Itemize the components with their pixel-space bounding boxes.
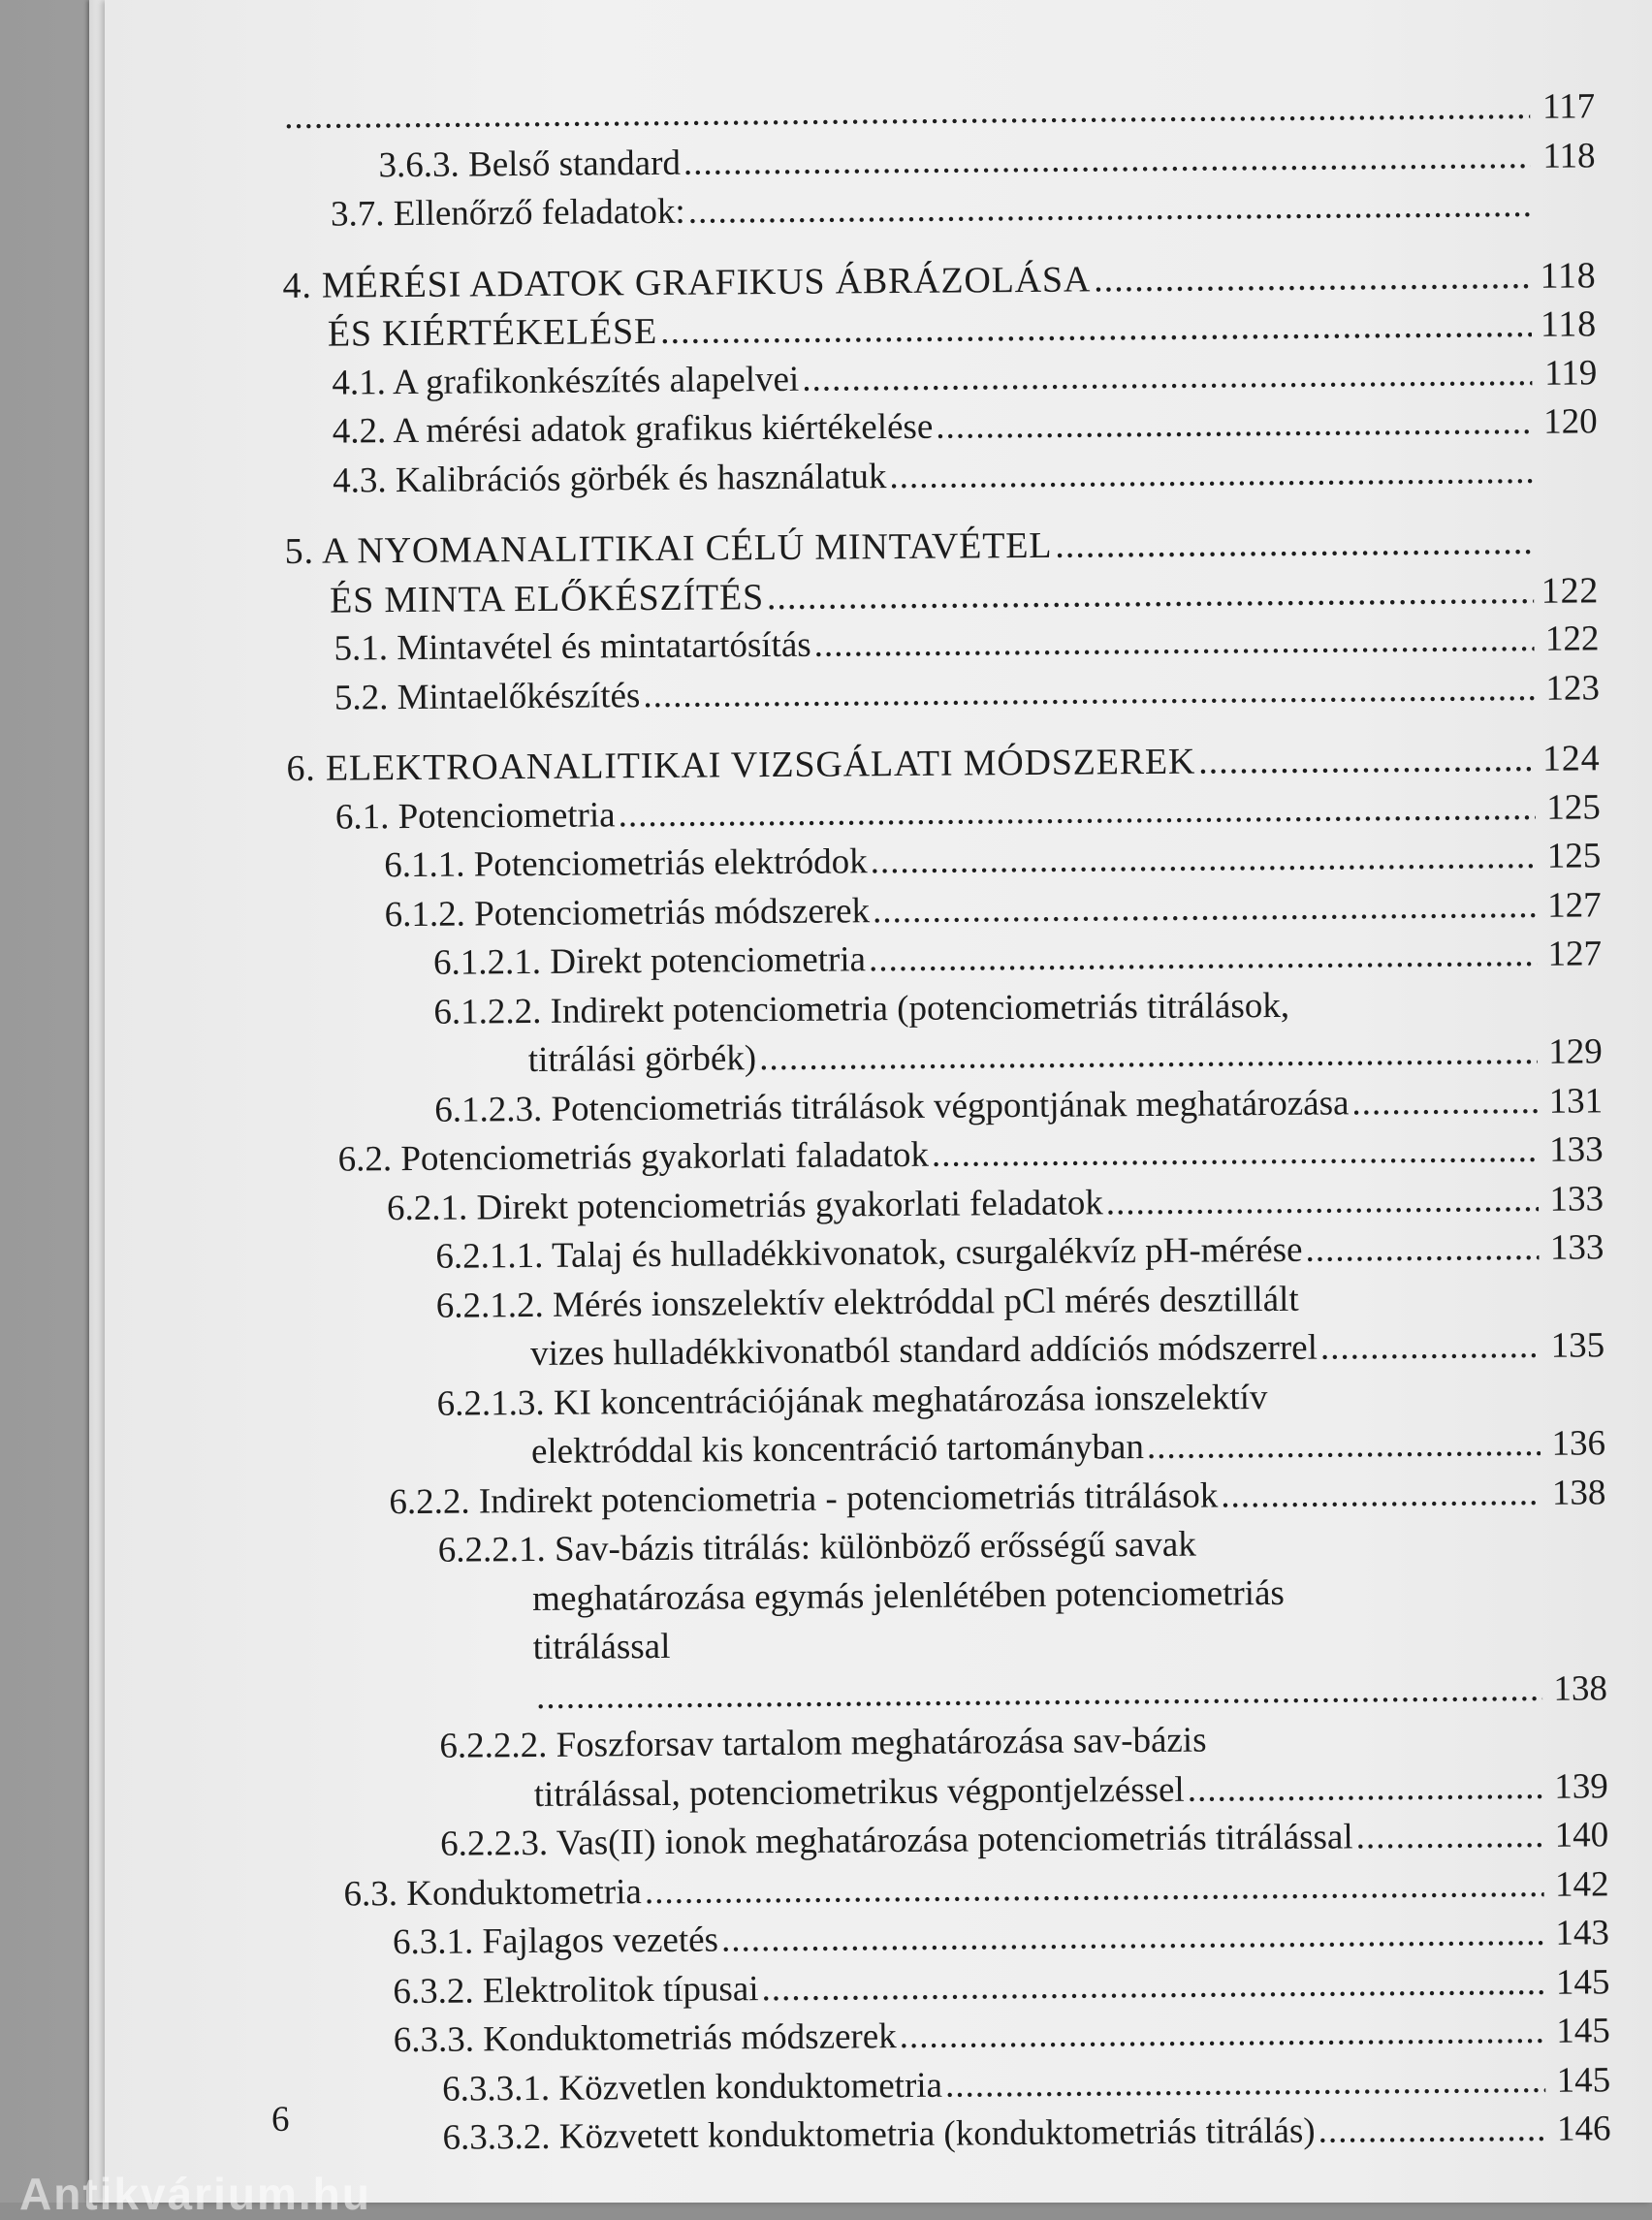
- dot-leader: [1318, 2106, 1545, 2156]
- toc-entry-title: 6.1.2.1. Direkt potenciometria: [432, 939, 867, 983]
- toc-entry-title: 4.3. Kalibrációs görbék és használatuk: [332, 456, 887, 501]
- dot-leader: [688, 181, 1532, 237]
- toc-entry: [290, 1223, 1604, 1283]
- toc-page-number: 125: [1546, 836, 1602, 876]
- toc-entry: [284, 447, 1598, 506]
- toc-entry-title: 6.1.1. Potenciometriás elektródok: [384, 841, 868, 886]
- dot-leader: [889, 447, 1533, 501]
- dot-leader: [1055, 518, 1534, 570]
- toc-page-number: 135: [1550, 1325, 1605, 1366]
- toc-page-number: 133: [1549, 1227, 1604, 1268]
- toc-entry-title: 3.7. Ellenőrző feladatok:: [330, 191, 685, 235]
- toc-entry-title: 6.3. Konduktometria: [343, 1871, 643, 1915]
- toc-page-number: [1534, 215, 1596, 216]
- toc-entry-title: vizes hulladékkivonatból standard addíciós módszerrel: [530, 1327, 1318, 1375]
- dot-leader: [873, 881, 1537, 936]
- dot-leader: [945, 2056, 1546, 2109]
- toc-page-number: 142: [1554, 1863, 1609, 1905]
- toc-entry-title: 6.2.1.1. Talaj és hulladékkivonatok, csurgalékvíz pH-mérése: [435, 1229, 1303, 1277]
- toc-page-number: 127: [1547, 934, 1603, 974]
- toc-entry-title: 6. ELEKTROANALITIKAI VIZSGÁLATI MÓDSZEREK: [286, 741, 1196, 789]
- toc-entry-line: 6.2.1.3. KI koncentrációjának meghatározása ionszelektív: [436, 1377, 1268, 1424]
- page-number: 6: [271, 2100, 290, 2140]
- toc-entry-line: titrálással: [532, 1626, 671, 1668]
- toc-page-number: [1537, 553, 1599, 554]
- toc-page-number: 127: [1546, 884, 1602, 926]
- toc-page-number: 136: [1551, 1423, 1606, 1464]
- toc-entry-title: 6.2. Potenciometriás gyakorlati faladatok: [337, 1134, 930, 1180]
- toc-entry-title: 6.3.3.2. Közvetett konduktometria (konduktometriás titrálás): [442, 2110, 1316, 2158]
- dot-leader: [1355, 1812, 1543, 1862]
- dot-leader: [870, 833, 1536, 887]
- dot-leader: [761, 1958, 1544, 2014]
- toc-entry-title: 6.3.3.1. Közvetlen konduktometria: [442, 2065, 943, 2109]
- toc-page-number: 145: [1556, 2011, 1610, 2051]
- dot-leader: [536, 1665, 1542, 1722]
- toc-entry: [288, 930, 1602, 989]
- toc-entry-line: 6.2.2.2. Foszforsav tartalom meghatározása sav-bázis: [439, 1720, 1207, 1766]
- toc-entry: [282, 180, 1596, 239]
- dot-leader: [683, 132, 1531, 187]
- dot-leader: [1351, 1077, 1538, 1127]
- toc-page-number: 119: [1544, 352, 1598, 394]
- toc-entry-title: 6.2.1. Direkt potenciometriás gyakorlati feladatok: [386, 1182, 1103, 1228]
- toc-page-number: 118: [1540, 303, 1598, 345]
- toc-entry: [297, 2105, 1610, 2164]
- dot-leader: [1188, 1762, 1543, 1814]
- toc-page-number: 139: [1554, 1765, 1608, 1807]
- toc-entry: [291, 1321, 1604, 1380]
- toc-entry-title: 6.1.2. Potenciometriás módszerek: [384, 890, 871, 935]
- toc-entry-title: 4.2. A mérési adatok grafikus kiértékelése: [332, 406, 934, 452]
- toc-entry: [286, 664, 1600, 723]
- toc-entry: [292, 1469, 1605, 1528]
- watermark: Antikvárium.hu: [19, 2169, 371, 2219]
- toc-entry-title: 6.2.2.3. Vas(II) ionok meghatározása potenciometriás titrálással: [440, 1817, 1353, 1864]
- dot-leader: [618, 783, 1536, 840]
- toc-entry-title: 6.2.2. Indirekt potenciometria - potenciometriás titrálások: [389, 1475, 1219, 1522]
- toc-page-number: 120: [1543, 401, 1598, 442]
- toc-entry-line: 6.2.1.2. Mérés ionszelektív elektróddal pCl mérés desztillált: [435, 1279, 1299, 1326]
- toc-entry-title: 6.3.1. Fajlagos vezetés: [392, 1919, 719, 1963]
- dot-leader: [721, 1910, 1544, 1965]
- toc-page-number: 138: [1551, 1472, 1606, 1513]
- toc-page-number: 122: [1541, 569, 1600, 612]
- toc-entry-title: ÉS KIÉRTÉKELÉSE: [327, 310, 658, 355]
- toc-entry-title: 5.1. Mintavétel és mintatartósítás: [334, 624, 811, 669]
- toc-entry-line: 6.1.2.2. Indirekt potenciometria (potenciometriás titrálások,: [433, 985, 1290, 1032]
- dot-leader: [660, 301, 1532, 357]
- dot-leader: [1320, 1322, 1541, 1373]
- toc-page-number: 145: [1556, 2059, 1611, 2101]
- toc-page-number: 143: [1555, 1913, 1610, 1953]
- toc-entry-title: 5. A NYOMANALITIKAI CÉLÚ MINTAVÉTEL: [284, 524, 1053, 572]
- toc-page-number: 131: [1548, 1080, 1604, 1122]
- toc-page-number: 133: [1549, 1178, 1604, 1220]
- dot-leader: [1106, 1175, 1540, 1227]
- dot-leader: [932, 1126, 1539, 1180]
- toc-page-number: 140: [1554, 1815, 1609, 1855]
- toc-page-number: 118: [1542, 135, 1596, 176]
- toc-entry-title: 4. MÉRÉSI ADATOK GRAFIKUS ÁBRÁZOLÁSA: [282, 258, 1092, 306]
- toc-page-number: 124: [1541, 738, 1601, 779]
- toc-page-number: 122: [1544, 618, 1600, 659]
- toc-entry-title: 6.1.2.3. Potenciometriás titrálások végpontjának meghatározása: [434, 1082, 1350, 1130]
- toc-page-number: 123: [1545, 667, 1601, 709]
- dot-leader: [643, 664, 1535, 720]
- toc-entry: [294, 1665, 1607, 1724]
- toc-page-number: 118: [1540, 254, 1597, 297]
- toc-entry-line: 6.2.2.1. Sav-bázis titrálás: különböző erősségű savak: [437, 1524, 1196, 1570]
- toc-entry-title: 3.6.3. Belső standard: [378, 143, 682, 185]
- dot-leader: [802, 349, 1532, 403]
- toc-page-number: 138: [1553, 1667, 1608, 1709]
- dot-leader: [759, 1029, 1538, 1084]
- toc-page-number: 133: [1548, 1129, 1604, 1170]
- dot-leader: [1305, 1224, 1539, 1275]
- toc-entry-line: meghatározása egymás jelenlétében potenciometriás: [532, 1572, 1285, 1619]
- toc-page-number: 145: [1555, 1961, 1610, 2003]
- toc-page-number: 146: [1556, 2109, 1611, 2149]
- table-of-contents: [281, 82, 1611, 2164]
- toc-entry-title: 6.1. Potenciometria: [334, 794, 616, 838]
- dot-leader: [645, 1860, 1544, 1917]
- dot-leader: [869, 931, 1537, 985]
- toc-entry-title: 5.2. Mintaelőkészítés: [334, 675, 641, 718]
- toc-page-number: 117: [1541, 86, 1596, 127]
- toc-entry-title: titrálással, potenciometrikus végpontjelzéssel: [533, 1769, 1185, 1815]
- dot-leader: [767, 566, 1535, 621]
- toc-page-number: 129: [1548, 1031, 1603, 1072]
- dot-leader: [1147, 1420, 1541, 1473]
- dot-leader: [813, 616, 1534, 670]
- toc-entry-title: 6.3.3. Konduktometriás módszerek: [393, 2016, 897, 2061]
- toc-page-number: [1536, 482, 1598, 483]
- toc-entry-title: titrálási görbék): [527, 1038, 757, 1081]
- toc-entry-title: 4.1. A grafikonkészítés alapelvei: [332, 359, 800, 403]
- dot-leader: [899, 2008, 1544, 2062]
- toc-entry-title: 6.3.2. Elektrolitok típusai: [393, 1968, 759, 2012]
- dot-leader: [936, 398, 1533, 452]
- dot-leader: [1221, 1469, 1541, 1520]
- toc-entry-title: ÉS MINTA ELŐKÉSZÍTÉS: [329, 576, 765, 621]
- toc-page-number: 125: [1546, 786, 1601, 828]
- dot-leader: [1094, 251, 1532, 303]
- toc-entry-title: elektróddal kis koncentráció tartományban: [530, 1427, 1145, 1473]
- dot-leader: [1198, 735, 1536, 786]
